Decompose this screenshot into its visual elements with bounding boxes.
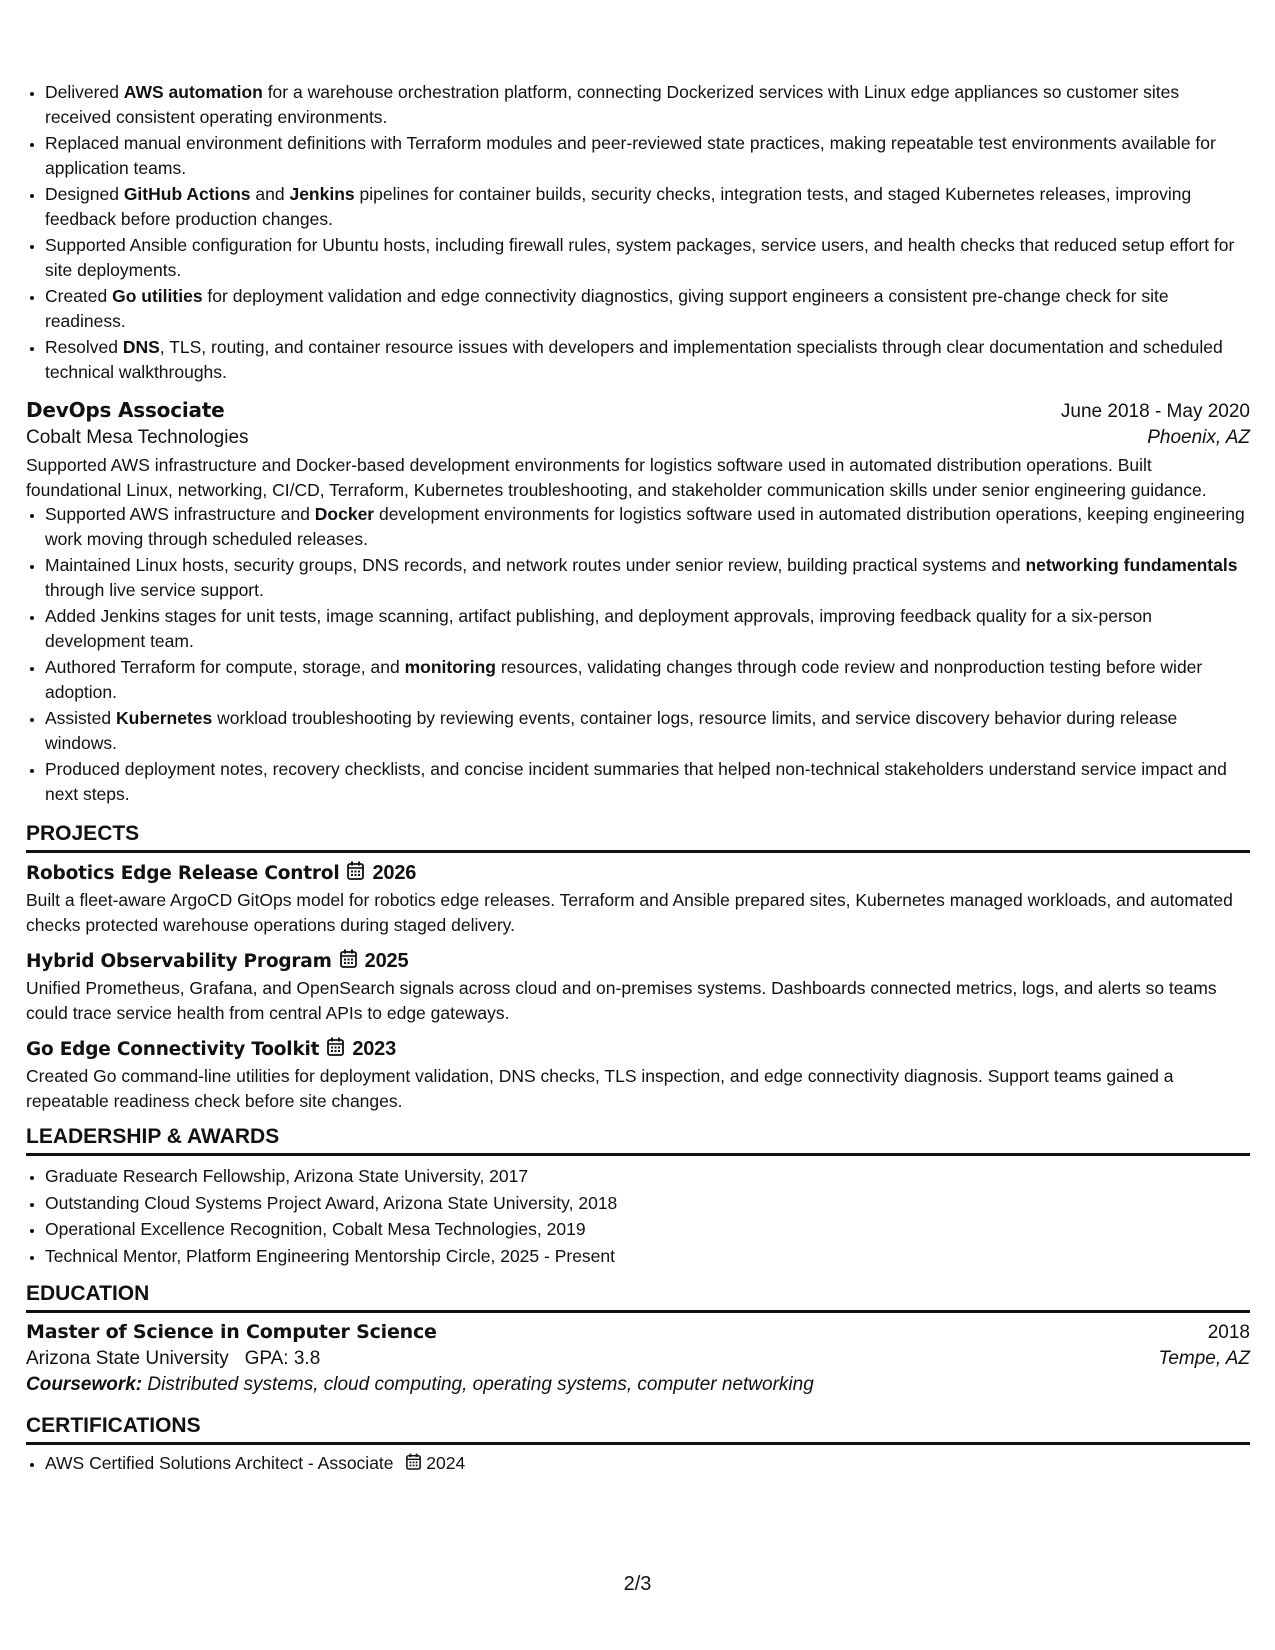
- projects-section: [26, 822, 1250, 1113]
- section-heading: LEADERSHIP & AWARDS: [26, 1125, 1250, 1156]
- job-location: Phoenix, AZ: [1147, 427, 1250, 448]
- calendar-icon: [327, 1037, 344, 1061]
- list-item: • Replaced manual environment definitions with Terraform modules and peer-reviewed state practices, making repeatable test environments available for application teams.: [45, 131, 1250, 180]
- list-item: • Produced deployment notes, recovery checklists, and concise incident summaries that helped non-technical stakeholders understand service impact and next steps.: [45, 757, 1250, 806]
- calendar-icon: [406, 1452, 421, 1477]
- project-title: Hybrid Observability Program: [26, 950, 332, 972]
- list-item: • Assisted Kubernetes workload troubleshooting by reviewing events, container logs, resource limits, and service discovery behavior during release windows.: [45, 706, 1250, 755]
- experience-bullets-previous: [26, 80, 1250, 384]
- education-section: [26, 1282, 1250, 1396]
- list-item: [45, 1451, 1250, 1477]
- graduation-year: 2018: [1207, 1322, 1250, 1343]
- project-year: 2023: [352, 1037, 397, 1060]
- company-name: Cobalt Mesa Technologies: [26, 427, 249, 448]
- calendar-icon: [347, 861, 364, 885]
- project-description: Unified Prometheus, Grafana, and OpenSearch signals across cloud and on-premises systems. Dashboards connected metrics, logs, and alerts so teams could trace service health from central APIs to edge gateways.: [26, 978, 1217, 1023]
- project-entry: [26, 949, 1250, 1025]
- project-title: Robotics Edge Release Control: [26, 862, 340, 884]
- section-heading: EDUCATION: [26, 1282, 1250, 1313]
- project-title: Go Edge Connectivity Toolkit: [26, 1038, 320, 1060]
- calendar-icon: [340, 949, 357, 973]
- section-heading: CERTIFICATIONS: [26, 1414, 1250, 1445]
- school-name: Arizona State University: [26, 1348, 229, 1369]
- coursework-list: Distributed systems, cloud computing, operating systems, computer networking: [147, 1374, 814, 1395]
- list-item: • Supported AWS infrastructure and Docker development environments for logistics software used in automated distribution operations, keeping engineering work moving through scheduled releases.: [45, 502, 1250, 551]
- list-item: • Designed GitHub Actions and Jenkins pipelines for container builds, security checks, integration tests, and staged Kubernetes releases, improving feedback before production changes.: [45, 182, 1250, 231]
- page-number: 2/3: [623, 1573, 652, 1595]
- job-dates: June 2018 - May 2020: [1060, 401, 1250, 422]
- list-item: • Delivered AWS automation for a warehouse orchestration platform, connecting Dockerized services with Linux edge appliances so customer sites received consistent operating environments.: [45, 80, 1250, 129]
- gpa: GPA: 3.8: [244, 1348, 321, 1369]
- school-location: Tempe, AZ: [1158, 1348, 1250, 1369]
- leadership-section: [26, 1125, 1250, 1268]
- certifications-section: [26, 1414, 1250, 1477]
- coursework-label: Coursework:: [26, 1374, 143, 1395]
- leadership-list: [26, 1164, 1250, 1268]
- list-item: • Supported Ansible configuration for Ubuntu hosts, including firewall rules, system packages, service users, and health checks that reduced setup effort for site deployments.: [45, 233, 1250, 282]
- list-item: • Resolved DNS, TLS, routing, and container resource issues with developers and implementation specialists through clear documentation and scheduled technical walkthroughs.: [45, 335, 1250, 384]
- job-title: DevOps Associate: [26, 398, 225, 422]
- list-item: • Maintained Linux hosts, security groups, DNS records, and network routes under senior review, building practical systems and networking fundamentals through live service support.: [45, 553, 1250, 602]
- project-description: Built a fleet-aware ArgoCD GitOps model for robotics edge releases. Terraform and Ansible prepared sites, Kubernetes managed workloads, and automated checks protected warehouse operations during staged delivery.: [26, 890, 1233, 935]
- degree-title: Master of Science in Computer Science: [26, 1321, 437, 1343]
- certification-name: AWS Certified Solutions Architect - Associate: [45, 1453, 394, 1473]
- resume-page: [26, 80, 1250, 1479]
- list-item: • Technical Mentor, Platform Engineering Mentorship Circle, 2025 - Present: [45, 1244, 1250, 1269]
- project-entry: [26, 1037, 1250, 1113]
- list-item: • Added Jenkins stages for unit tests, image scanning, artifact publishing, and deployment approvals, improving feedback quality for a six-person development team.: [45, 604, 1250, 653]
- job-entry: [26, 398, 1250, 806]
- certification-year: 2024: [426, 1453, 466, 1473]
- job-bullets: [26, 502, 1250, 806]
- list-item: • Outstanding Cloud Systems Project Award, Arizona State University, 2018: [45, 1191, 1250, 1216]
- section-heading: PROJECTS: [26, 822, 1250, 853]
- list-item: • Authored Terraform for compute, storage, and monitoring resources, validating changes through code review and nonproduction testing before wider adoption.: [45, 655, 1250, 704]
- project-entry: [26, 861, 1250, 937]
- list-item: • Graduate Research Fellowship, Arizona State University, 2017: [45, 1164, 1250, 1189]
- project-year: 2026: [372, 861, 417, 884]
- list-item: • Operational Excellence Recognition, Cobalt Mesa Technologies, 2019: [45, 1217, 1250, 1242]
- job-summary: Supported AWS infrastructure and Docker-based development environments for logistics software used in automated distribution operations. Built foundational Linux, networking, CI/CD, Terraform, Kubernetes troubleshooting, and stakeholder communication skills under senior engineering guidance.: [26, 455, 1207, 500]
- project-description: Created Go command-line utilities for deployment validation, DNS checks, TLS inspection, and edge connectivity diagnosis. Support teams gained a repeatable readiness check before site changes.: [26, 1066, 1174, 1111]
- project-year: 2025: [364, 949, 409, 972]
- certifications-list: [26, 1451, 1250, 1477]
- list-item: • Created Go utilities for deployment validation and edge connectivity diagnostics, giving support engineers a consistent pre-change check for site readiness.: [45, 284, 1250, 333]
